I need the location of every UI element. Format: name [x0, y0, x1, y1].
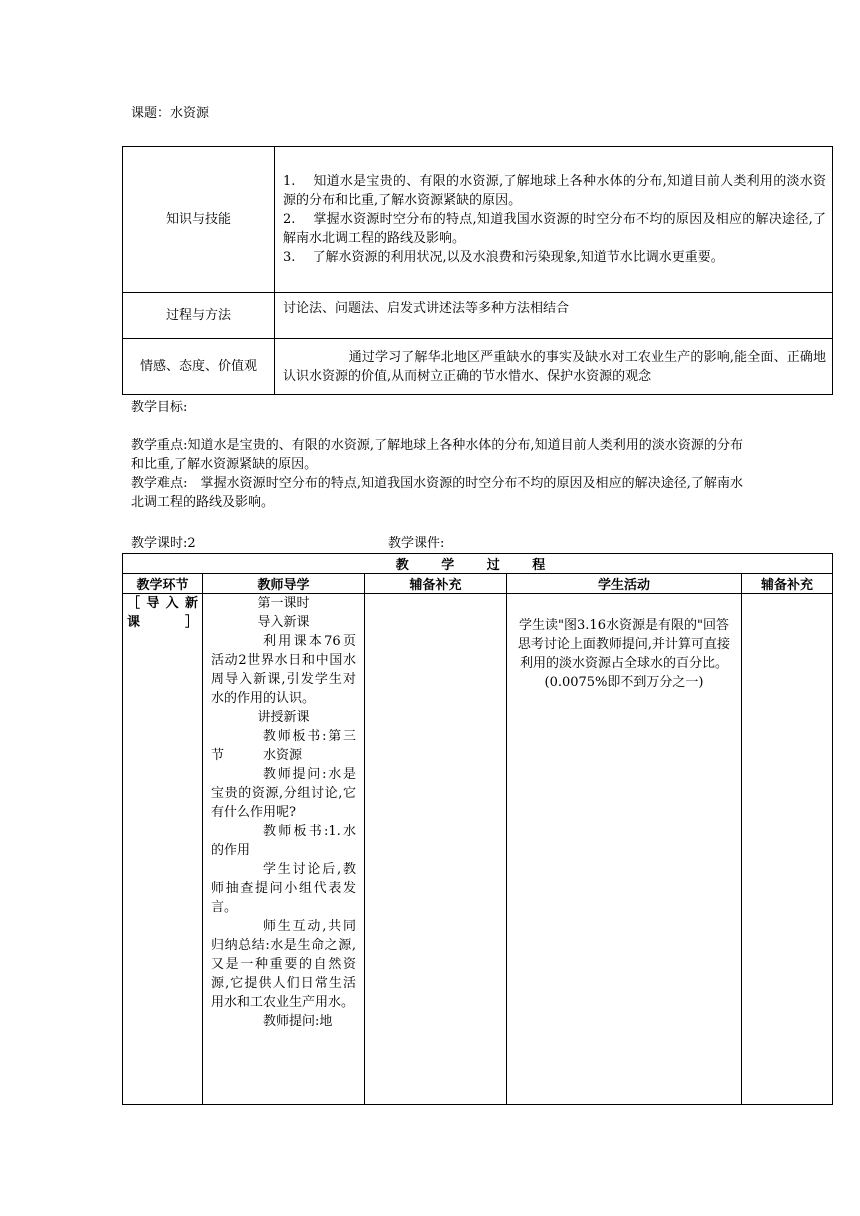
teacher-paragraph: 教师提问:水是宝贵的资源,分组讨论,它有什么作用呢?	[211, 767, 356, 820]
key-point: 教学重点:知道水是宝贵的、有限的水资源,了解地球上各种水体的分布,知道目前人类利用的淡水资源的分布和比重,了解水资源紧缺的原因。	[131, 438, 743, 472]
teacher-paragraph: 教师板书:第三节 水资源	[211, 729, 356, 763]
student-cell	[507, 594, 742, 1105]
objective-item: 1. 知道水是宝贵的、有限的水资源,了解地球上各种水体的分布,知道目前人类利用的淡水资源的分布和比重,了解水资源紧缺的原因。	[283, 174, 826, 208]
objective-label: 情感、态度、价值观	[123, 339, 275, 395]
objective-label: 知识与技能	[123, 147, 275, 293]
teacher-cell	[203, 594, 365, 1105]
process-table	[122, 553, 833, 1105]
lesson-title: 课题：水资源	[131, 106, 210, 121]
teacher-paragraph: 师生互动,共同归纳总结:水是生命之源,又是一种重要的自然资源,它提供人们日常生活用水和工农业生产用水。	[211, 919, 356, 1010]
header-student: 学生活动	[507, 574, 742, 594]
teacher-paragraph: 学生讨论后,教师抽查提问小组代表发言。	[211, 862, 356, 915]
header-stage: 教学环节	[123, 574, 203, 594]
courseware: 教学课件:	[388, 536, 445, 551]
teacher-paragraph: 教师板书:1.水的作用	[211, 824, 356, 858]
stage-cell	[123, 594, 203, 1105]
teaching-goal-label: 教学目标:	[131, 400, 188, 415]
teacher-paragraph: 讲授新课	[257, 710, 310, 725]
teacher-paragraph: 第一课时	[257, 596, 310, 611]
objective-row-attitude	[123, 339, 833, 395]
objectives-table	[122, 146, 833, 395]
objective-row-process	[123, 293, 833, 339]
teacher-paragraph: 教师提问:地	[263, 1014, 333, 1029]
objective-content: 讨论法、问题法、启发式讲述法等多种方法相结合	[275, 293, 833, 339]
objective-content: 通过学习了解华北地区严重缺水的事实及缺水对工农业生产的影响,能全面、正确地认识水资源的价值,从而树立正确的节水惜水、保护水资源的观念	[275, 339, 833, 395]
objective-item: 2. 掌握水资源时空分布的特点,知道我国水资源的时空分布不均的原因及相应的解决途径,了解南水北调工程的路线及影响。	[283, 212, 826, 246]
difficulty: 教学难点: 掌握水资源时空分布的特点,知道我国水资源的时空分布不均的原因及相应的解决途径,了解南水北调工程的路线及影响。	[131, 476, 743, 510]
objective-item: 3. 了解水资源的利用状况,以及水浪费和污染现象,知道节水比调水更重要。	[283, 250, 724, 265]
header-supplement: 辅备补充	[365, 574, 507, 594]
teacher-lines	[211, 594, 356, 1031]
stage-label: ［导入新课］	[127, 596, 198, 630]
supplement-cell	[742, 594, 833, 1105]
header-supplement: 辅备补充	[742, 574, 833, 594]
process-title: 教 学 过 程	[123, 554, 833, 574]
header-teacher: 教师导学	[203, 574, 365, 594]
class-hours: 教学课时:2	[131, 536, 196, 551]
teacher-paragraph: 导入新课	[257, 615, 310, 630]
teacher-paragraph: 利用课本76页活动2世界水日和中国水周导入新课,引发学生对水的作用的认识。	[211, 634, 356, 706]
objective-row-knowledge	[123, 147, 833, 293]
objective-label: 过程与方法	[123, 293, 275, 339]
supplement-cell	[365, 594, 507, 1105]
student-activity: 学生读"图3.16水资源是有限的"回答思考讨论上面教师提问,并计算可直接利用的淡水资源占全球水的百分比。(0.0075%即不到万分之一)	[517, 618, 731, 690]
objective-content	[275, 147, 833, 293]
